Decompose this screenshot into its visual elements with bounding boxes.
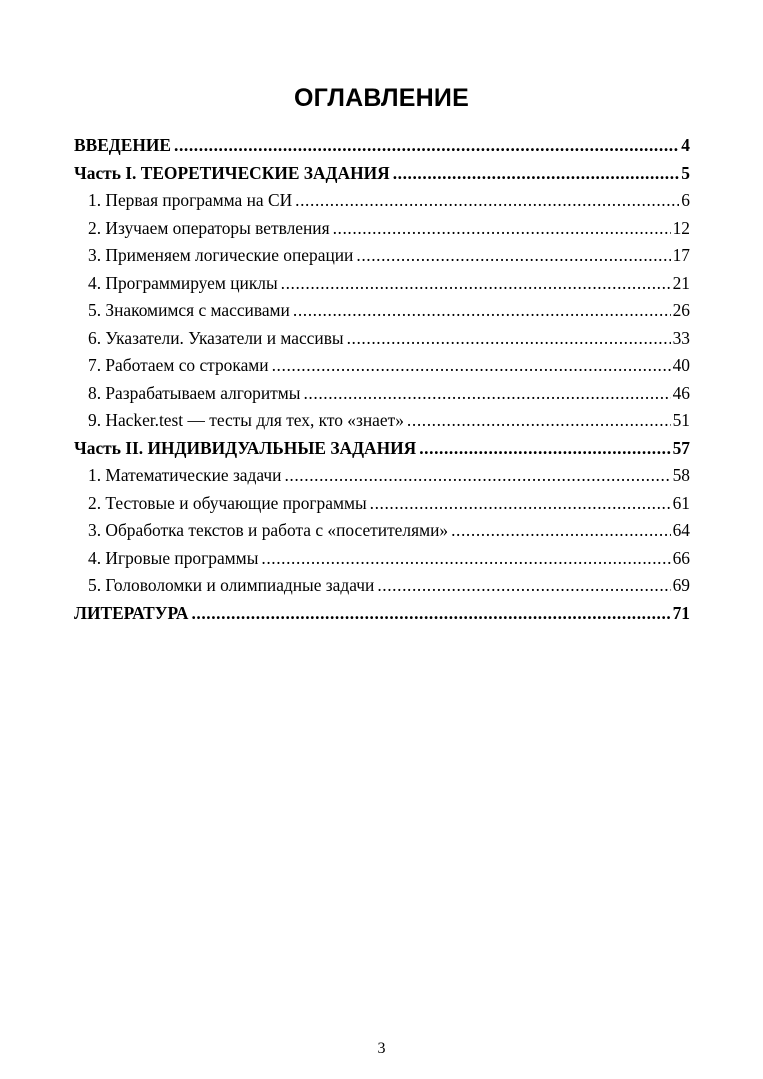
toc-entry-arrays[interactable] <box>74 297 690 325</box>
dot-leader <box>407 407 671 435</box>
toc-entry-title: ВВЕДЕНИЕ <box>74 135 172 155</box>
dot-leader <box>377 572 670 600</box>
toc-entry-page: 71 <box>672 602 690 623</box>
dot-leader <box>419 435 670 463</box>
dot-leader <box>261 545 670 573</box>
toc-entry-introduction[interactable] <box>74 132 690 160</box>
toc-entry-part-1[interactable] <box>74 160 690 188</box>
toc-entry-page: 61 <box>672 492 690 513</box>
toc-entry-title: 5. Головоломки и олимпиадные задачи <box>88 575 375 595</box>
dot-leader <box>356 242 670 270</box>
toc-entry-page: 58 <box>672 465 690 485</box>
toc-entry-title: ЛИТЕРАТУРА <box>74 602 189 623</box>
toc-entry-page: 57 <box>672 437 690 458</box>
toc-entry-page: 46 <box>672 382 690 403</box>
toc-entry-logical-operations[interactable] <box>74 242 690 270</box>
page-number: 3 <box>377 1040 386 1057</box>
dot-leader <box>393 160 680 188</box>
toc-entry-page: 5 <box>681 162 690 183</box>
toc-entry-page: 64 <box>672 520 690 540</box>
toc-entry-literature[interactable] <box>74 600 690 628</box>
dot-leader <box>191 600 670 628</box>
toc-entry-first-program[interactable] <box>74 187 690 215</box>
toc-entry-page: 69 <box>672 575 690 595</box>
dot-leader <box>174 132 679 160</box>
toc-entry-text-processing[interactable] <box>74 517 690 545</box>
toc-entry-title: 3. Применяем логические операции <box>88 245 354 265</box>
dot-leader <box>333 215 671 243</box>
dot-leader <box>284 462 670 490</box>
dot-leader <box>303 380 670 408</box>
toc-entry-title: 8. Разрабатываем алгоритмы <box>88 382 301 403</box>
toc-entry-part-2[interactable] <box>74 435 690 463</box>
toc-entry-title: 4. Программируем циклы <box>88 272 278 293</box>
toc-entry-math-problems[interactable] <box>74 462 690 490</box>
toc-entry-title: 9. Hacker.test — тесты для тех, кто «знает» <box>88 410 404 430</box>
toc-entry-page: 26 <box>672 300 690 320</box>
dot-leader <box>293 297 671 325</box>
toc-entry-title: Часть II. ИНДИВИДУАЛЬНЫЕ ЗАДАНИЯ <box>74 437 417 458</box>
toc-entry-title: 6. Указатели. Указатели и массивы <box>88 327 344 348</box>
toc-entry-title: 1. Математические задачи <box>88 465 282 485</box>
toc-entry-page: 21 <box>672 272 690 293</box>
toc-entry-page: 66 <box>672 547 690 568</box>
toc-entry-page: 40 <box>672 355 690 375</box>
dot-leader <box>281 270 671 298</box>
toc-entry-page: 17 <box>672 245 690 265</box>
toc-entry-title: 4. Игровые программы <box>88 547 259 568</box>
dot-leader <box>370 490 671 518</box>
dot-leader <box>347 325 671 353</box>
toc-entry-hacker-test[interactable] <box>74 407 690 435</box>
toc-entry-game-programs[interactable] <box>74 545 690 573</box>
toc-entry-title: 5. Знакомимся с массивами <box>88 300 290 320</box>
dot-leader <box>295 187 679 215</box>
page-title: ОГЛАВЛЕНИЕ <box>294 84 469 112</box>
dot-leader <box>272 352 671 380</box>
toc-entry-title: 7. Работаем со строками <box>88 355 269 375</box>
toc-entry-puzzles[interactable] <box>74 572 690 600</box>
toc-entry-strings[interactable] <box>74 352 690 380</box>
toc-entry-loops[interactable] <box>74 270 690 298</box>
dot-leader <box>451 517 671 545</box>
toc-entry-test-programs[interactable] <box>74 490 690 518</box>
toc-entry-page: 4 <box>681 135 690 155</box>
toc-entry-algorithms[interactable] <box>74 380 690 408</box>
toc-entry-title: 2. Тестовые и обучающие программы <box>88 492 367 513</box>
toc-entry-title: 3. Обработка текстов и работа с «посетителями» <box>88 520 449 540</box>
toc-entry-page: 12 <box>672 217 690 238</box>
table-of-contents <box>74 132 690 627</box>
toc-entry-title: Часть I. ТЕОРЕТИЧЕСКИЕ ЗАДАНИЯ <box>74 162 390 183</box>
toc-entry-branching[interactable] <box>74 215 690 243</box>
toc-entry-page: 6 <box>681 190 690 210</box>
toc-entry-page: 51 <box>672 410 690 430</box>
toc-entry-page: 33 <box>672 327 690 348</box>
toc-entry-title: 2. Изучаем операторы ветвления <box>88 217 330 238</box>
toc-entry-title: 1. Первая программа на СИ <box>88 190 293 210</box>
toc-entry-pointers[interactable] <box>74 325 690 353</box>
